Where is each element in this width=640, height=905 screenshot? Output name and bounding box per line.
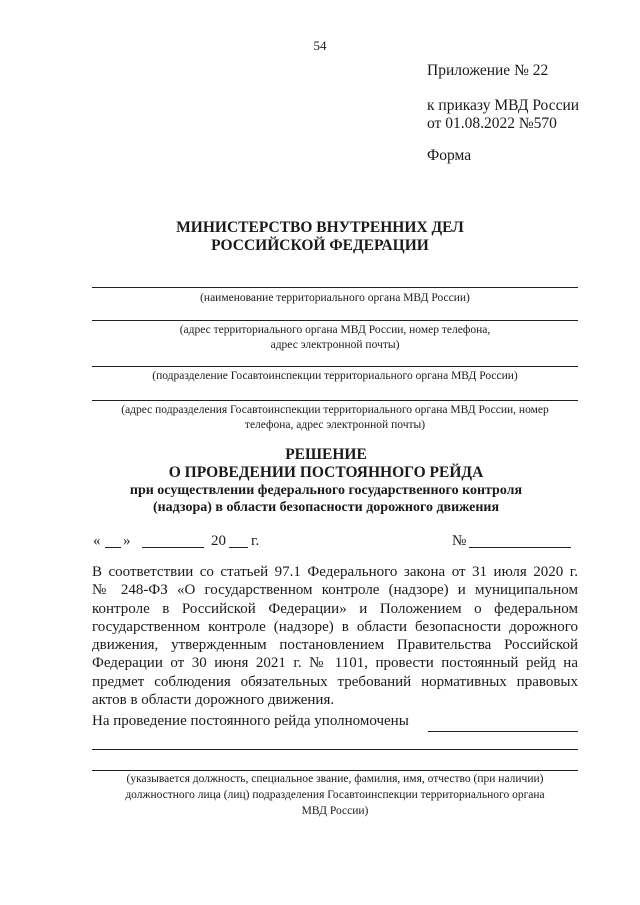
- body-line: Федерации от 30 июня 2021 г. № 1101, провести постоянный рейд на: [92, 655, 578, 672]
- authorized-field-line[interactable]: [428, 731, 578, 732]
- date-close-quote: »: [123, 533, 131, 549]
- day-field[interactable]: [105, 533, 121, 553]
- number-field[interactable]: [469, 533, 571, 553]
- month-field[interactable]: [142, 533, 204, 553]
- decision-title: РЕШЕНИЕ: [285, 446, 367, 463]
- year-field[interactable]: [229, 533, 248, 553]
- authorized-field-line2[interactable]: [92, 749, 578, 750]
- body-line: движения, утвержденным постановлением Правительства Российской: [92, 637, 578, 654]
- territorial-address-caption-line2: адрес электронной почты): [270, 339, 400, 351]
- gai-address-caption-line1: (адрес подразделения Госавтоинспекции территориального органа МВД России, номер: [121, 404, 549, 416]
- decision-title-line2: О ПРОВЕДЕНИИ ПОСТОЯННОГО РЕЙДА: [168, 464, 484, 481]
- gai-unit-caption: (подразделение Госавтоинспекции территориального органа МВД России): [152, 370, 518, 382]
- authorized-field-line3[interactable]: [92, 770, 578, 771]
- authorized-caption-line3: МВД России): [301, 805, 369, 817]
- decision-subtitle-line2: (надзора) в области безопасности дорожного движения: [152, 500, 500, 515]
- territorial-organ-line[interactable]: [92, 287, 578, 288]
- body-line: № 248-ФЗ «О государственном контроле (надзоре) и муниципальном: [92, 582, 578, 599]
- territorial-organ-caption: (наименование территориального органа МВД России): [200, 292, 470, 304]
- territorial-address-line[interactable]: [92, 320, 578, 321]
- date-open-quote: «: [93, 533, 101, 549]
- body-line: государственном контроле (надзоре) в области безопасности дорожного: [92, 618, 578, 635]
- gai-unit-line[interactable]: [92, 366, 578, 367]
- form-label: Форма: [427, 147, 472, 164]
- authorized-caption-line2: должностного лица (лиц) подразделения Госавтоинспекции территориального органа: [125, 789, 545, 801]
- ministry-title-line2: РОССИЙСКОЙ ФЕДЕРАЦИИ: [211, 237, 429, 254]
- authorized-caption-line1: (указывается должность, специальное звание, фамилия, имя, отчество (при наличии): [126, 773, 544, 785]
- order-reference-line1: к приказу МВД России: [427, 97, 580, 114]
- year-prefix: 20: [211, 533, 226, 549]
- body-line: актов в области дорожного движения.: [92, 692, 335, 709]
- territorial-address-caption-line1: (адрес территориального органа МВД России, номер телефона,: [179, 324, 491, 336]
- decision-subtitle-line1: при осуществлении федерального государственного контроля: [129, 483, 523, 498]
- body-line: В соответствии со статьей 97.1 Федерального закона от 31 июля 2020 г.: [92, 564, 578, 580]
- body-line: контроле в Российской Федерации» и Положением о федеральном: [92, 600, 578, 617]
- gai-address-line[interactable]: [92, 400, 578, 401]
- appendix-label: Приложение № 22: [427, 62, 549, 79]
- number-label: №: [452, 533, 467, 549]
- gai-address-caption-line2: телефона, адрес электронной почты): [244, 419, 426, 431]
- page-number: 54: [313, 38, 327, 53]
- body-paragraph: [92, 563, 578, 709]
- body-line: предмет соблюдения обязательных требований нормативных правовых: [92, 673, 578, 690]
- year-suffix: г.: [251, 533, 260, 549]
- authorized-label: На проведение постоянного рейда уполномочены: [92, 713, 409, 729]
- order-reference-line2: от 01.08.2022 №570: [427, 115, 557, 132]
- ministry-title-line1: МИНИСТЕРСТВО ВНУТРЕННИХ ДЕЛ: [176, 219, 464, 236]
